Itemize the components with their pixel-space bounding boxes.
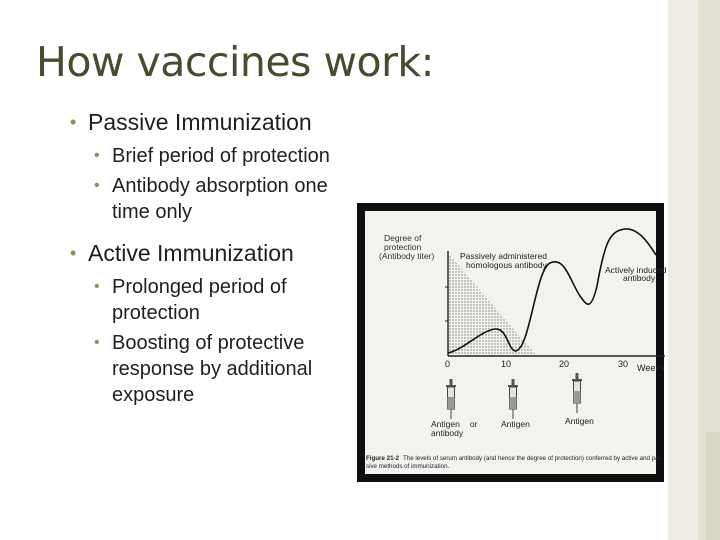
x-tick-label: 30 bbox=[618, 359, 629, 369]
sub-bullet-text: Prolonged period of protection bbox=[112, 276, 287, 324]
active-label-line1: Actively induced bbox=[605, 265, 667, 275]
bullet-active-immunization bbox=[70, 239, 388, 268]
x-tick-label: 0 bbox=[445, 359, 451, 369]
bullet-dot-icon: • bbox=[94, 334, 100, 351]
syringe-icon bbox=[508, 379, 518, 419]
syringe-label: Antigen bbox=[565, 416, 594, 426]
sub-bullet-text: Boosting of protective response by additional exposure bbox=[112, 332, 313, 406]
sub-bullet-antibody-absorption bbox=[70, 173, 370, 225]
passive-label-line1: Passively administered bbox=[460, 251, 547, 261]
sub-bullet-boosting-response bbox=[70, 330, 370, 408]
y-axis-label-line2: protection bbox=[384, 242, 422, 252]
x-tick-label: 20 bbox=[559, 359, 570, 369]
syringe-icon bbox=[572, 373, 582, 413]
figure-paper bbox=[365, 211, 667, 474]
syringe-label: Antigen bbox=[501, 419, 530, 429]
y-axis-label-line3: (Antibody titer) bbox=[379, 251, 435, 261]
sub-bullet-prolonged-protection bbox=[70, 274, 370, 326]
bullet-text: Active Immunization bbox=[88, 240, 294, 266]
bullet-dot-icon: • bbox=[94, 147, 100, 164]
x-tick-label: 10 bbox=[501, 359, 512, 369]
sub-bullet-text: Antibody absorption one time only bbox=[112, 175, 328, 223]
bullet-dot-icon: • bbox=[94, 177, 100, 194]
bullet-dot-icon: • bbox=[94, 278, 100, 295]
passive-label-line2: homologous antibody bbox=[466, 260, 547, 270]
y-axis-label-line1: Degree of bbox=[384, 233, 422, 243]
active-label-line2: antibody bbox=[623, 273, 656, 283]
antibody-level-figure bbox=[357, 203, 667, 482]
sub-bullet-brief-protection bbox=[70, 143, 370, 169]
sub-bullet-text: Brief period of protection bbox=[112, 145, 330, 167]
bullet-passive-immunization bbox=[70, 108, 370, 137]
bullet-dot-icon: • bbox=[70, 112, 77, 132]
syringe-label-cont: antibody bbox=[431, 428, 464, 438]
bullet-list bbox=[70, 108, 370, 412]
syringe-label: Antigen or bbox=[431, 419, 478, 429]
slide-title: How vaccines work: bbox=[36, 38, 434, 86]
bullet-dot-icon: • bbox=[70, 243, 77, 263]
figure-caption-line2: sive methods of immunization. bbox=[366, 463, 450, 470]
syringe-icon bbox=[446, 379, 456, 419]
bullet-text: Passive Immunization bbox=[88, 109, 312, 135]
x-axis-unit-label: Weeks bbox=[637, 363, 665, 373]
antibody-diagram bbox=[365, 211, 667, 474]
figure-caption-line1: Figure 21-2 The levels of serum antibody (and hence the degree of protection) conferred by active and pas- bbox=[366, 455, 664, 462]
decorative-side-tab bbox=[706, 432, 720, 540]
